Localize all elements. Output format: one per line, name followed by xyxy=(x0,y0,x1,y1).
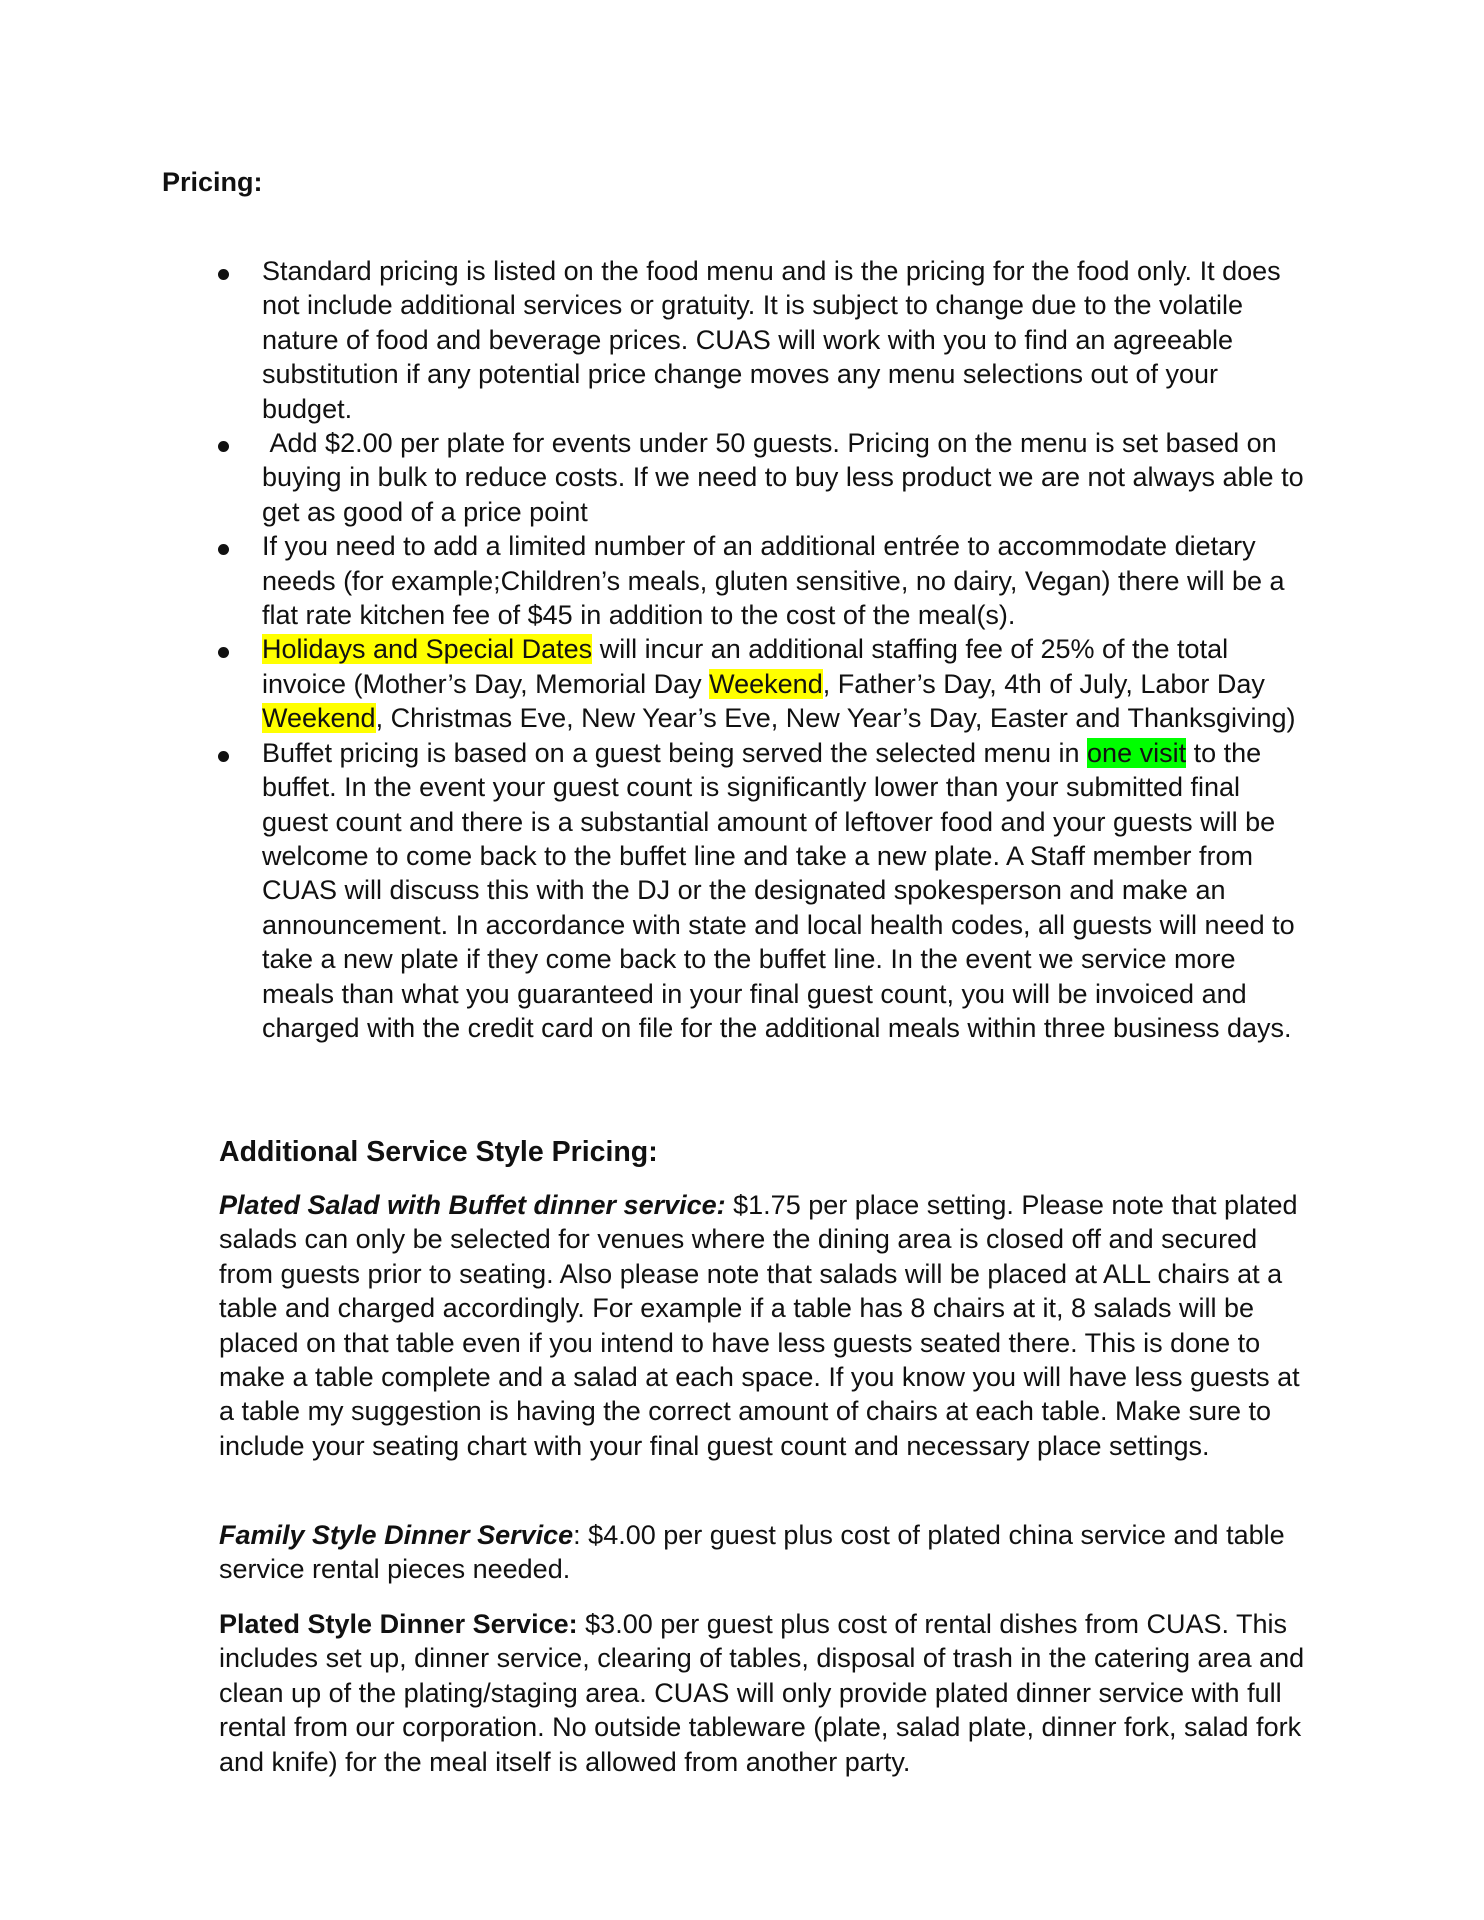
family-style-paragraph xyxy=(219,1518,1309,1587)
list-item xyxy=(262,254,1312,426)
paragraph-lead: Plated Style Dinner Service: xyxy=(219,1609,578,1639)
list-item xyxy=(262,632,1312,735)
list-item xyxy=(262,529,1312,632)
highlight-weekend: Weekend xyxy=(262,703,376,734)
bullet-icon xyxy=(218,647,229,658)
bullet-icon xyxy=(218,269,229,280)
bullet-text: , Father’s Day, 4th of July, Labor Day xyxy=(822,668,1265,699)
bullet-text: , Christmas Eve, New Year’s Eve, New Year’s Day, Easter and Thanksgiving) xyxy=(375,703,1296,734)
additional-service-heading: Additional Service Style Pricing: xyxy=(219,1136,658,1168)
bullet-text: to the buffet. In the event your guest count is significantly lower than your submitted final guest count and there is a substantial amount of leftover food and your guests will be welcome to come back to the buffet line and take a new plate. A Staff member from CUAS will discuss this with the DJ or the designated spokesperson and make an announcement. In accordance with state and local health codes, all guests will need to take a new plate if they come back to the buffet line. In the event we service more meals than what you guaranteed in your final guest count, you will be invoiced and charged with the credit card on file for the additional meals within three business days. xyxy=(262,737,1295,1043)
paragraph-text: $1.75 per place setting. Please note that plated salads can only be selected for venues where the dining area is closed off and secured from guests prior to seating. Also please note that salads will be placed at ALL chairs at a table and charged accordingly. For example if a table has 8 chairs at it, 8 salads will be placed on that table even if you intend to have less guests seated there. This is done to make a table complete and a salad at each space. If you know you will have less guests at a table my suggestion is having the correct amount of chairs at each table. Make sure to include your seating chart with your final guest count and necessary place settings. xyxy=(219,1190,1300,1461)
bullet-text: will incur an additional staffing fee of 25% of the total invoice (Mother’s Day, Memorial Day xyxy=(262,634,1229,699)
bullet-text: Standard pricing is listed on the food menu and is the pricing for the food only. It does not include additional services or gratuity. It is subject to change due to the volatile nature of food and beverage prices. CUAS will work with you to find an agreeable substitution if any potential price change moves any menu selections out of your budget. xyxy=(262,256,1281,424)
bullet-icon xyxy=(218,441,229,452)
bullet-icon xyxy=(218,544,229,555)
bullet-icon xyxy=(218,751,229,762)
plated-style-paragraph xyxy=(219,1607,1309,1779)
list-item xyxy=(262,426,1312,529)
bullet-text: If you need to add a limited number of an additional entrée to accommodate dietary needs (for example;Children’s meals, gluten sensitive, no dairy, Vegan) there will be a flat rate kitchen fee of $45 in addition to the cost of the meal(s). xyxy=(262,531,1285,631)
list-item xyxy=(262,736,1312,1046)
paragraph-text: : $4.00 per guest plus cost of plated china service and table service rental pieces needed. xyxy=(219,1520,1285,1585)
paragraph-text: $3.00 per guest plus cost of rental dishes from CUAS. This includes set up, dinner service, clearing of tables, disposal of trash in the catering area and clean up of the plating/staging area. CUAS will only provide plated dinner service with full rental from our corporation. No outside tableware (plate, salad plate, dinner fork, salad fork and knife) for the meal itself is allowed from another party. xyxy=(219,1609,1305,1777)
paragraph-lead: Plated Salad with Buffet dinner service: xyxy=(219,1190,726,1220)
highlight-one-visit: one visit xyxy=(1087,737,1187,768)
paragraph-lead: Family Style Dinner Service xyxy=(219,1520,574,1550)
highlight-holidays: Holidays and Special Dates xyxy=(262,634,593,665)
bullet-text: Buffet pricing is based on a guest being served the selected menu in xyxy=(262,737,1088,768)
page-title: Pricing: xyxy=(162,167,263,197)
highlight-weekend: Weekend xyxy=(709,668,823,699)
plated-salad-paragraph xyxy=(219,1188,1309,1463)
bullet-text: Add $2.00 per plate for events under 50 guests. Pricing on the menu is set based on buying in bulk to reduce costs. If we need to buy less product we are not always able to get as good of a price point xyxy=(262,428,1312,527)
pricing-bullet-list xyxy=(262,254,1312,1045)
